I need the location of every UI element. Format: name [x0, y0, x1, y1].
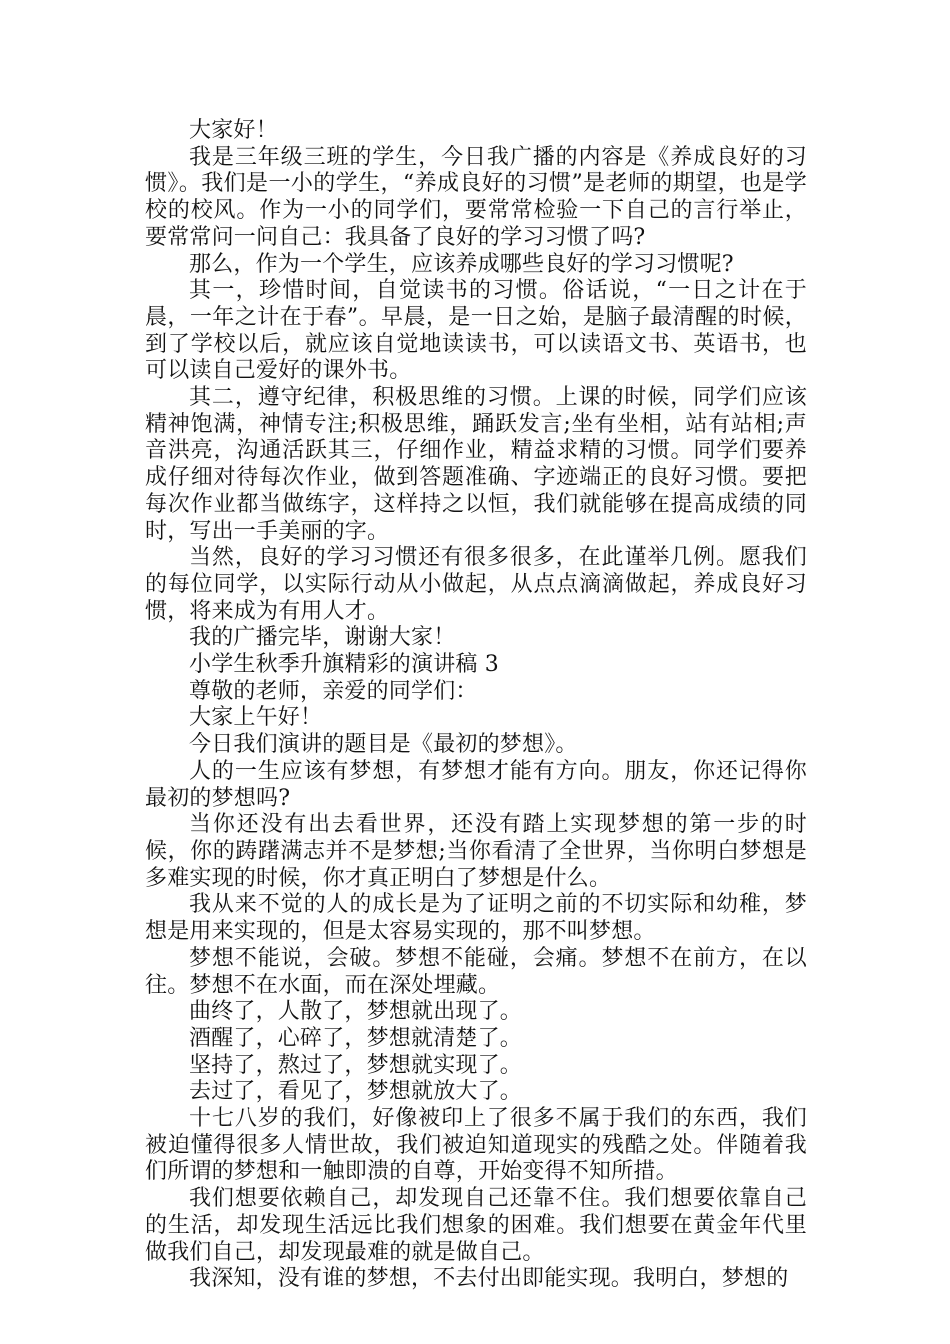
paragraph: 酒醒了，心碎了，梦想就清楚了。 — [189, 1025, 523, 1051]
paragraph: 梦想不能说，会破。梦想不能碰，会痛。梦想不在前方，在以往。梦想不在水面，而在深处埋藏。 — [145, 945, 807, 998]
paragraph: 今日我们演讲的题目是《最初的梦想》。 — [189, 732, 578, 758]
greeting: 大家上午好！ — [189, 705, 323, 731]
document-body — [145, 118, 807, 1293]
paragraph: 我深知，没有谁的梦想，不去付出即能实现。我明白，梦想的 — [189, 1266, 789, 1292]
paragraph: 我从来不觉的人的成长是为了证明之前的不切实际和幼稚，梦想是用来实现的，但是太容易实现的，那不叫梦想。 — [145, 892, 807, 945]
paragraph: 我的广播完毕，谢谢大家！ — [189, 625, 456, 651]
salutation: 尊敬的老师，亲爱的同学们： — [189, 678, 478, 704]
paragraph: 去过了，看见了，梦想就放大了。 — [189, 1079, 523, 1105]
paragraph: 我是三年级三班的学生，今日我广播的内容是《养成良好的习惯》。我们是一小的学生，“养成良好的习惯”是老师的期望，也是学校的校风。作为一小的同学们，要常常检验一下自己的言行举止，要常常问一问自己：我具备了良好的学习习惯了吗? — [145, 144, 807, 250]
paragraph: 我们想要依赖自己，却发现自己还靠不住。我们想要依靠自己的生活，却发现生活远比我们想象的困难。我们想要在黄金年代里做我们自己，却发现最难的就是做自己。 — [145, 1186, 807, 1265]
section-title: 小学生秋季升旗精彩的演讲稿 3 — [189, 652, 499, 678]
paragraph: 当然，良好的学习习惯还有很多很多，在此谨举几例。愿我们的每位同学，以实际行动从小做起，从点点滴滴做起，养成良好习惯，将来成为有用人才。 — [145, 545, 807, 624]
paragraph: 当你还没有出去看世界，还没有踏上实现梦想的第一步的时候，你的踌躇满志并不是梦想;当你看清了全世界，当你明白梦想是多难实现的时候，你才真正明白了梦想是什么。 — [145, 812, 807, 891]
paragraph: 坚持了，熬过了，梦想就实现了。 — [189, 1052, 523, 1078]
paragraph: 曲终了，人散了，梦想就出现了。 — [189, 999, 523, 1025]
paragraph: 十七八岁的我们，好像被印上了很多不属于我们的东西，我们被迫懂得很多人情世故，我们被迫知道现实的残酷之处。伴随着我们所谓的梦想和一触即溃的自尊，开始变得不知所措。 — [145, 1106, 807, 1185]
paragraph: 大家好！ — [189, 118, 278, 143]
paragraph: 其一，珍惜时间，自觉读书的习惯。俗话说，“一日之计在于晨，一年之计在于春”。早晨，是一日之始，是脑子最清醒的时候，到了学校以后，就应该自觉地读读书，可以读语文书、英语书，也可以读自己爱好的课外书。 — [145, 278, 807, 384]
paragraph: 其二，遵守纪律，积极思维的习惯。上课的时候，同学们应该精神饱满，神情专注;积极思维，踊跃发言;坐有坐相，站有站相;声音洪亮，沟通活跃其三，仔细作业，精益求精的习惯。同学们要养成仔细对待每次作业，做到答题准确、字迹端正的良好习惯。要把每次作业都当做练字，这样持之以恒，我们就能够在提高成绩的同时，写出一手美丽的字。 — [145, 385, 807, 544]
paragraph: 那么，作为一个学生，应该养成哪些良好的学习习惯呢? — [189, 251, 734, 277]
paragraph: 人的一生应该有梦想，有梦想才能有方向。朋友，你还记得你最初的梦想吗? — [145, 758, 807, 811]
